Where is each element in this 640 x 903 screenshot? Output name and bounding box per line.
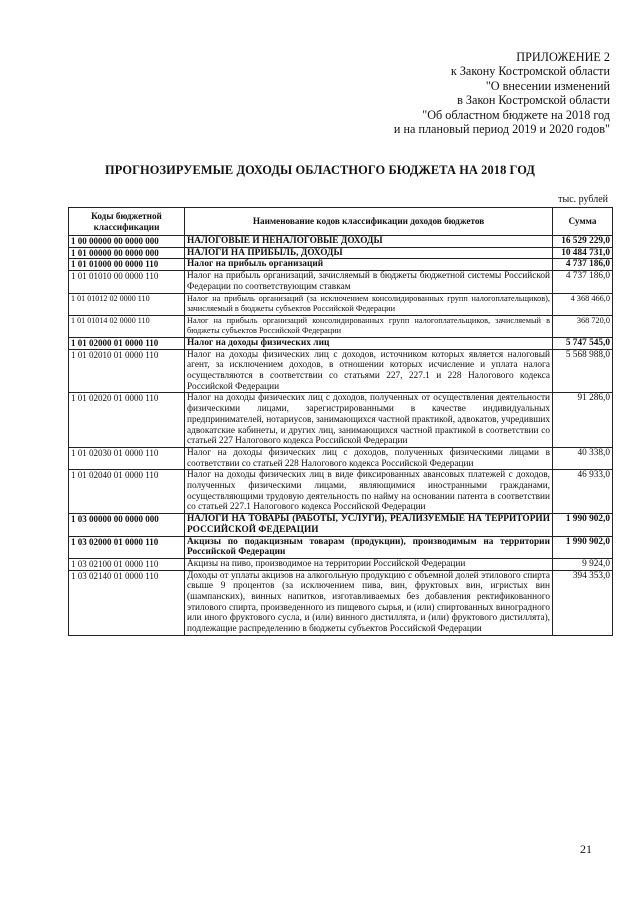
table-row <box>69 315 613 337</box>
row-name: НАЛОГИ НА ПРИБЫЛЬ, ДОХОДЫ <box>185 247 553 259</box>
row-sum: 91 286,0 <box>553 393 613 448</box>
row-code: 1 03 02100 01 0000 110 <box>69 558 185 570</box>
header-code: Коды бюджетной классификации <box>69 208 185 236</box>
table-row <box>69 393 613 448</box>
row-name: Налог на доходы физических лиц с доходов, полученных от осуществления деятельности физическими лицами, зарегистрированными в качестве индивидуальных предпринимателей, нотариусов, занимающихся частной практикой, адвокатов, учредивших адвокатские кабинеты, и других лиц, занимающихся частной практикой в соответствии со статьей 227 Налогового кодекса Российской Федерации <box>185 393 553 448</box>
table-row <box>69 570 613 635</box>
appendix-line: к Закону Костромской области <box>450 64 610 79</box>
row-code: 1 01 02040 01 0000 110 <box>69 470 185 514</box>
row-name: Налог на прибыль организаций (за исключением консолидированных групп налогоплательщиков), зачисляемый в бюджеты субъектов Российской Федерации <box>185 293 553 315</box>
row-name: НАЛОГИ НА ТОВАРЫ (РАБОТЫ, УСЛУГИ), РЕАЛИЗУЕМЫЕ НА ТЕРРИТОРИИ РОССИЙСКОЙ ФЕДЕРАЦИИ <box>185 514 553 536</box>
row-name: Налог на прибыль организаций консолидированных групп налогоплательщиков, зачисляемый в бюджеты субъектов Российской Федерации <box>185 315 553 337</box>
row-sum: 4 368 466,0 <box>553 293 613 315</box>
header-sum: Сумма <box>553 208 613 236</box>
units-label: тыс. рублей <box>558 194 608 205</box>
appendix-line: "Об областном бюджете на 2018 год <box>422 107 610 122</box>
table-header-row <box>69 208 613 236</box>
revenue-table <box>68 207 613 636</box>
row-code: 1 01 01010 00 0000 110 <box>69 271 185 293</box>
row-sum: 394 353,0 <box>553 570 613 635</box>
appendix-header <box>280 50 610 136</box>
document-title: ПРОГНОЗИРУЕМЫЕ ДОХОДЫ ОБЛАСТНОГО БЮДЖЕТА НА 2018 ГОД <box>105 163 535 177</box>
row-sum: 9 924,0 <box>553 558 613 570</box>
table-row <box>69 558 613 570</box>
table-row <box>69 259 613 271</box>
appendix-line: ПРИЛОЖЕНИЕ 2 <box>516 50 610 64</box>
row-code: 1 03 02000 01 0000 110 <box>69 536 185 558</box>
row-name: Акцизы по подакцизным товарам (продукции), производимым на территории Российской Федерации <box>185 536 553 558</box>
appendix-line: в Закон Костромской области <box>457 93 610 108</box>
row-sum: 40 338,0 <box>553 447 613 469</box>
row-code: 1 03 02140 01 0000 110 <box>69 570 185 635</box>
row-sum: 4 737 186,0 <box>553 271 613 293</box>
appendix-line: "О внесении изменений <box>485 78 610 93</box>
header-name: Наименование кодов классификации доходов бюджетов <box>185 208 553 236</box>
row-sum: 4 737 186,0 <box>553 259 613 271</box>
row-code: 1 03 00000 00 0000 000 <box>69 514 185 536</box>
row-name: Налог на доходы физических лиц в виде фиксированных авансовых платежей с доходов, полученных физическими лицами, являющимися иностранными гражданами, осуществляющими трудовую деятельность по найму на основании патента в соответствии со статьей 227.1 Налогового кодекса Российской Федерации <box>185 470 553 514</box>
row-code: 1 01 02000 01 0000 110 <box>69 337 185 349</box>
row-code: 1 01 01000 00 0000 110 <box>69 259 185 271</box>
table-row <box>69 536 613 558</box>
row-name: НАЛОГОВЫЕ И НЕНАЛОГОВЫЕ ДОХОДЫ <box>185 236 553 248</box>
table-row <box>69 470 613 514</box>
row-sum: 1 990 902,0 <box>553 514 613 536</box>
table-row <box>69 293 613 315</box>
row-code: 1 01 02010 01 0000 110 <box>69 349 185 393</box>
row-code: 1 00 00000 00 0000 000 <box>69 236 185 248</box>
row-name: Акцизы на пиво, производимое на территории Российской Федерации <box>185 558 553 570</box>
row-sum: 368 720,0 <box>553 315 613 337</box>
row-code: 1 01 01012 02 0000 110 <box>69 293 185 315</box>
row-sum: 46 933,0 <box>553 470 613 514</box>
row-code: 1 01 01014 02 0000 110 <box>69 315 185 337</box>
row-sum: 5 568 988,0 <box>553 349 613 393</box>
row-name: Налог на доходы физических лиц с доходов, источником которых является налоговый агент, за исключением доходов, в отношении которых исчисление и уплата налога осуществляются в соответствии со статьями 227, 227.1 и 228 Налогового кодекса Российской Федерации <box>185 349 553 393</box>
table-row <box>69 271 613 293</box>
row-name: Доходы от уплаты акцизов на алкогольную продукцию с объемной долей этилового спирта свыше 9 процентов (за исключением пива, вин, фруктовых вин, игристых вин (шампанских), винных напитков, изготавливаемых без добавления ректификованного этилового спирта, произведенного из пищевого сырья, и (или) спиртованных виноградного или иного фруктового сусла, и (или) винного дистиллята, и (или) фруктового дистиллята), подлежащие распределению в бюджеты субъектов Российской Федерации <box>185 570 553 635</box>
row-sum: 1 990 902,0 <box>553 536 613 558</box>
table-row <box>69 514 613 536</box>
table-row <box>69 447 613 469</box>
row-code: 1 01 02030 01 0000 110 <box>69 447 185 469</box>
table-row <box>69 337 613 349</box>
appendix-line: и на плановый период 2019 и 2020 годов" <box>393 122 610 137</box>
row-code: 1 01 00000 00 0000 000 <box>69 247 185 259</box>
table-row <box>69 349 613 393</box>
table-row <box>69 247 613 259</box>
row-name: Налог на доходы физических лиц <box>185 337 553 349</box>
row-sum: 16 529 229,0 <box>553 236 613 248</box>
page-number: 21 <box>580 842 592 856</box>
row-name: Налог на прибыль организаций, зачисляемый в бюджеты бюджетной системы Российской Федерации по соответствующим ставкам <box>185 271 553 293</box>
row-sum: 10 484 731,0 <box>553 247 613 259</box>
table-row <box>69 236 613 248</box>
row-name: Налог на доходы физических лиц с доходов, полученных физическими лицами в соответствии со статьей 228 Налогового кодекса Российской Федерации <box>185 447 553 469</box>
row-sum: 5 747 545,0 <box>553 337 613 349</box>
row-name: Налог на прибыль организаций <box>185 259 553 271</box>
row-code: 1 01 02020 01 0000 110 <box>69 393 185 448</box>
